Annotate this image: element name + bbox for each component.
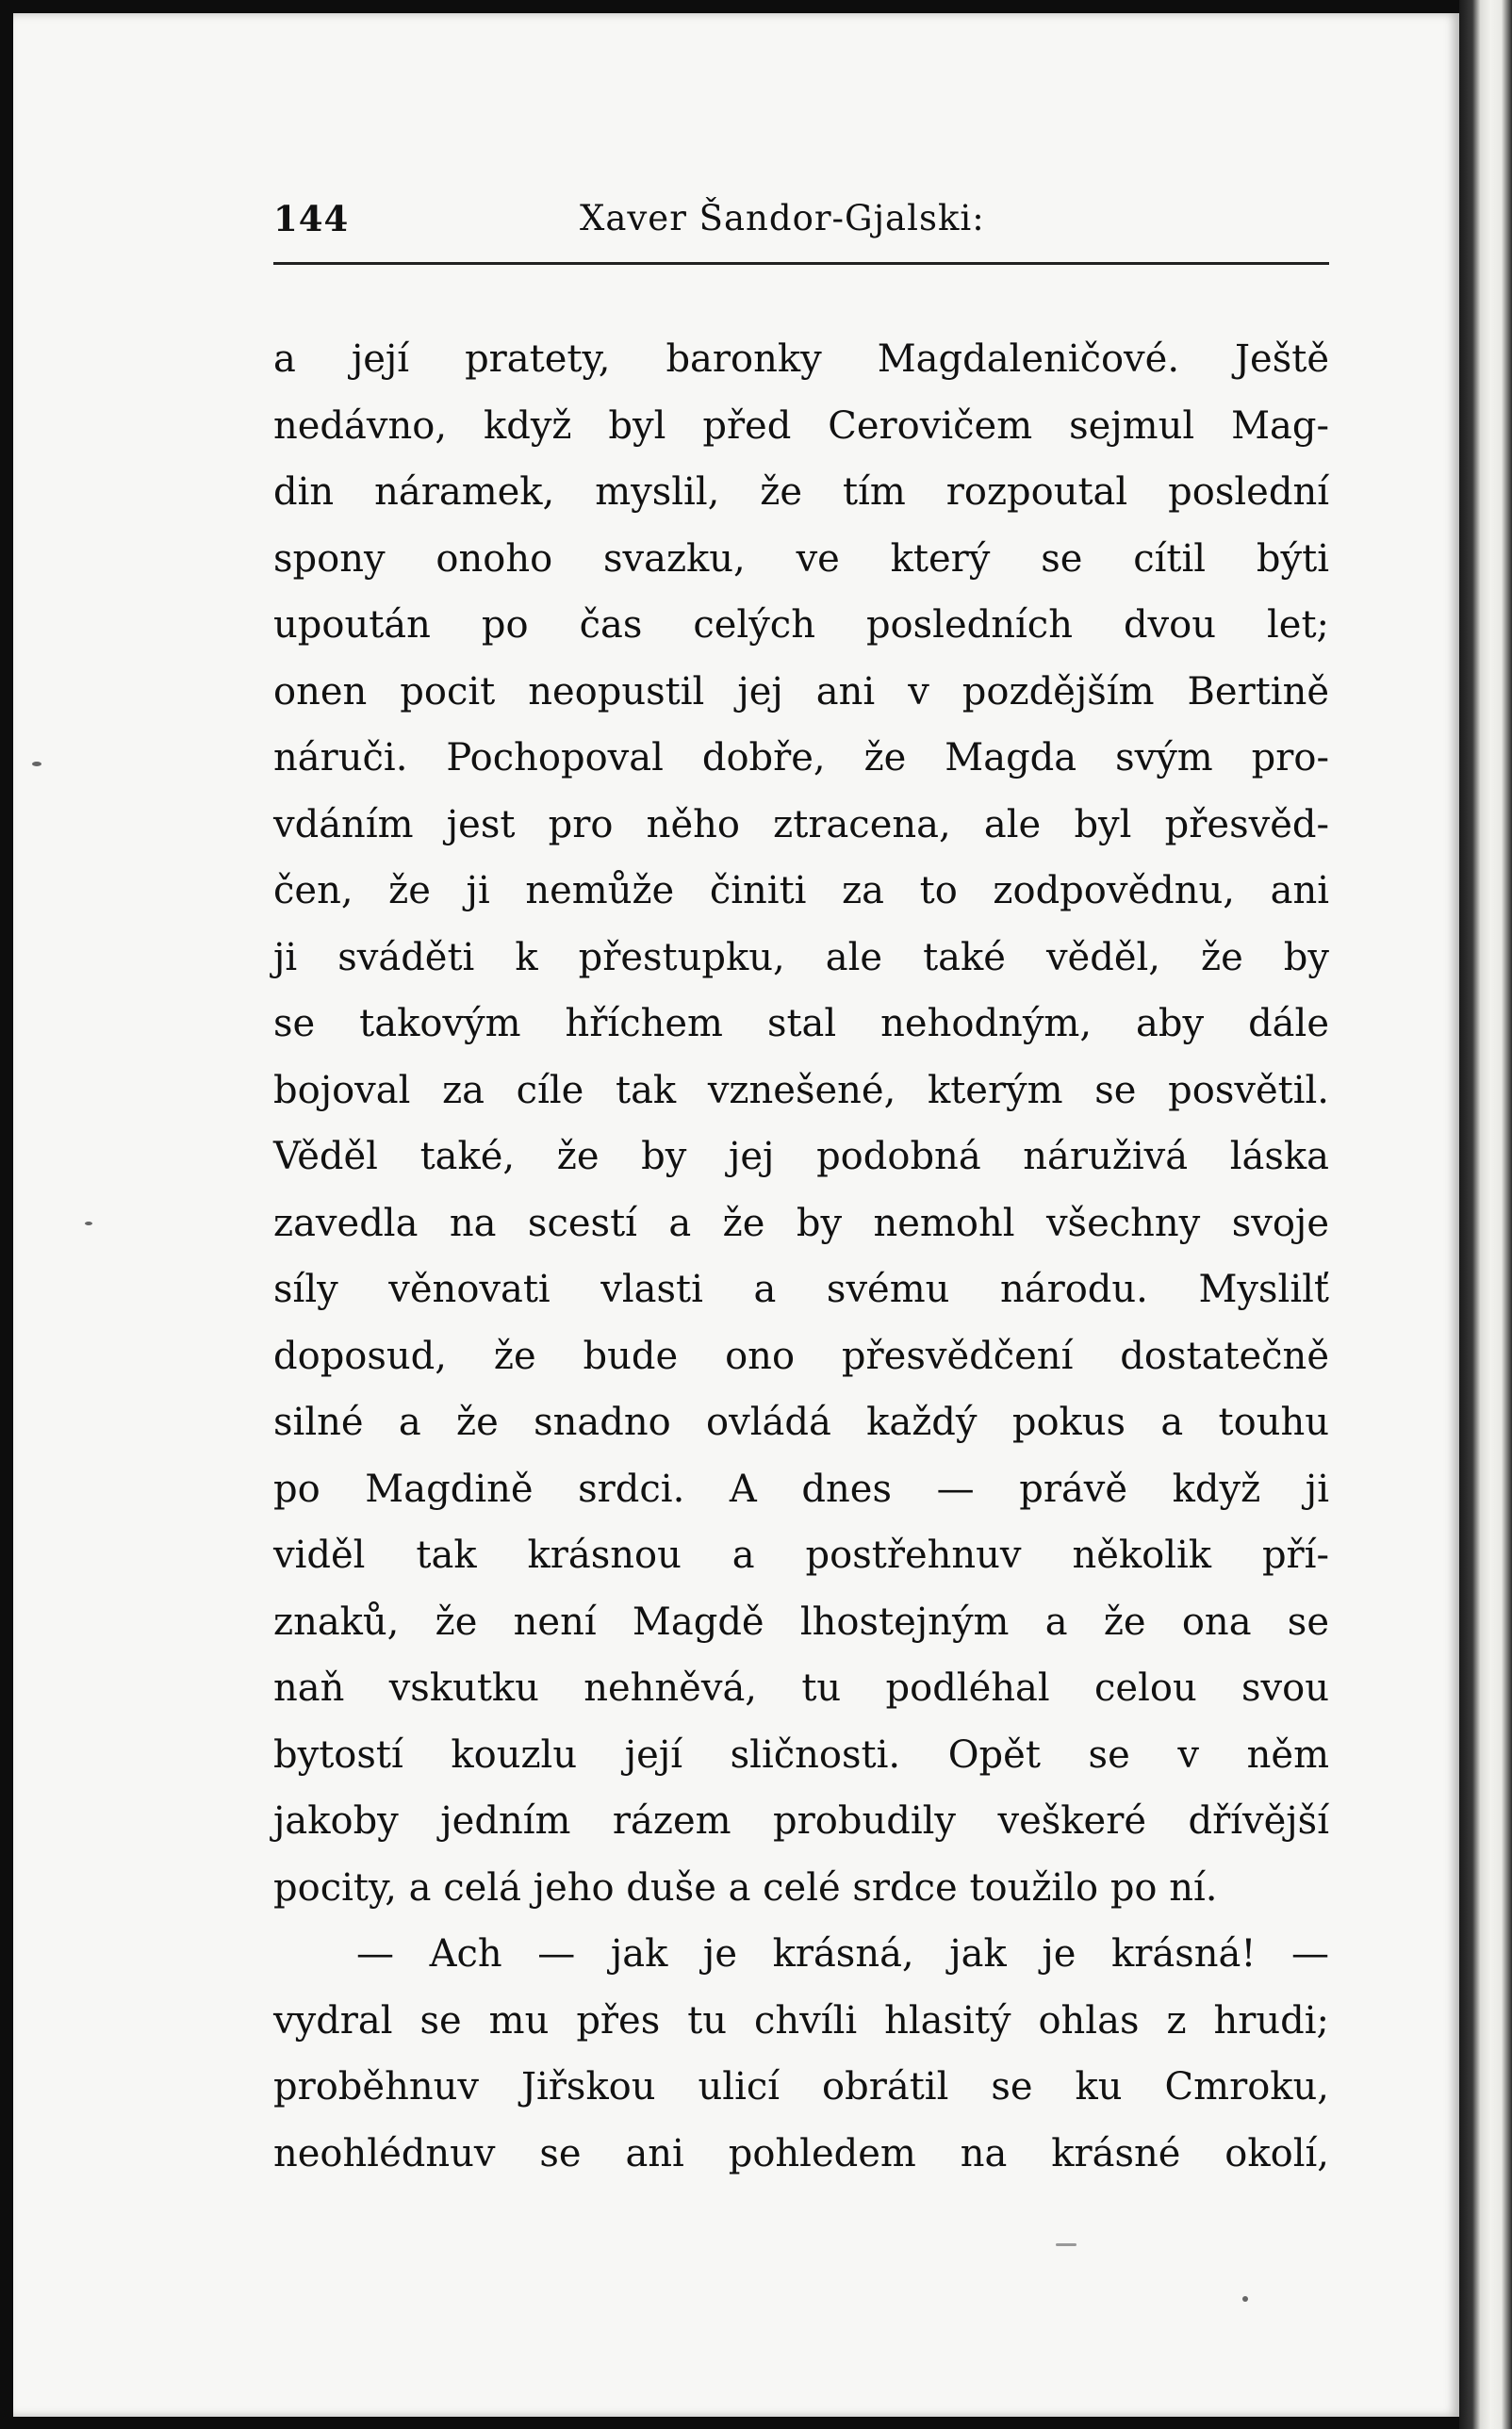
text-line: vdáním jest pro něho ztracena, ale byl přesvěd- <box>273 802 1329 846</box>
page-number: 144 <box>273 198 350 239</box>
text-line: neohlédnuv se ani pohledem na krásné okolí, <box>273 2131 1329 2175</box>
page-edge-shadow <box>1459 0 1512 2429</box>
text-line: po Magdině srdci. A dnes — právě když ji <box>273 1467 1329 1511</box>
text-line: se takovým hříchem stal nehodným, aby dále <box>273 1002 1329 1045</box>
text-line: doposud, že bude ono přesvědčení dostatečně <box>273 1334 1329 1378</box>
page-header <box>273 198 1329 254</box>
text-line: bytostí kouzlu její sličnosti. Opět se v něm <box>273 1732 1329 1777</box>
text-line: čen, že ji nemůže činiti za to zodpovědnu, ani <box>273 869 1329 912</box>
text-line: spony onoho svazku, ve který se cítil býti <box>273 536 1329 581</box>
text-line: din náramek, myslil, že tím rozpoutal poslední <box>273 470 1329 514</box>
running-head: Xaver Šandor-Gjalski: <box>580 198 985 238</box>
text-line: upoután po čas celých posledních dvou let; <box>273 603 1329 647</box>
body-text <box>273 335 1329 2195</box>
text-line: jakoby jedním rázem probudily veškeré dřívější <box>273 1799 1329 1843</box>
text-line: silné a že snadno ovládá každý pokus a touhu <box>273 1401 1329 1444</box>
text-line: náruči. Pochopoval dobře, že Magda svým pro- <box>273 736 1329 780</box>
text-line: vydral se mu přes tu chvíli hlasitý ohlas z hrudi; <box>273 1998 1329 2043</box>
text-line: Věděl také, že by jej podobná náruživá láska <box>273 1135 1329 1178</box>
scan-speck <box>1242 2296 1248 2302</box>
scan-speck <box>32 762 41 766</box>
text-line: onen pocit neopustil jej ani v pozdějším Bertině <box>273 669 1329 714</box>
scan-speck <box>1056 2243 1076 2246</box>
text-line: proběhnuv Jiřskou ulicí obrátil se ku Cmroku, <box>273 2065 1329 2109</box>
text-line: pocity, a celá jeho duše a celé srdce toužilo po ní. <box>273 1865 1218 1910</box>
header-rule <box>273 262 1329 265</box>
text-line: ji sváděti k přestupku, ale také věděl, že by <box>273 935 1329 979</box>
scan-speck <box>85 1222 92 1225</box>
text-line: bojoval za cíle tak vznešené, kterým se posvětil. <box>273 1068 1329 1112</box>
text-line: a její pratety, baronky Magdaleničové. Ještě <box>273 337 1329 381</box>
text-line: síly věnovati vlasti a svému národu. Myslilť <box>273 1268 1329 1311</box>
text-line: znaků, že není Magdě lhostejným a že ona se <box>273 1600 1329 1644</box>
text-line: — Ach — jak je krásná, jak je krásná! — <box>356 1932 1329 1976</box>
text-line: zavedla na scestí a že by nemohl všechny svoje <box>273 1201 1329 1245</box>
text-line: naň vskutku nehněvá, tu podléhal celou svou <box>273 1666 1329 1710</box>
text-line: nedávno, když byl před Cerovičem sejmul Mag- <box>273 403 1329 448</box>
text-line: viděl tak krásnou a postřehnuv několik pří- <box>273 1534 1329 1577</box>
